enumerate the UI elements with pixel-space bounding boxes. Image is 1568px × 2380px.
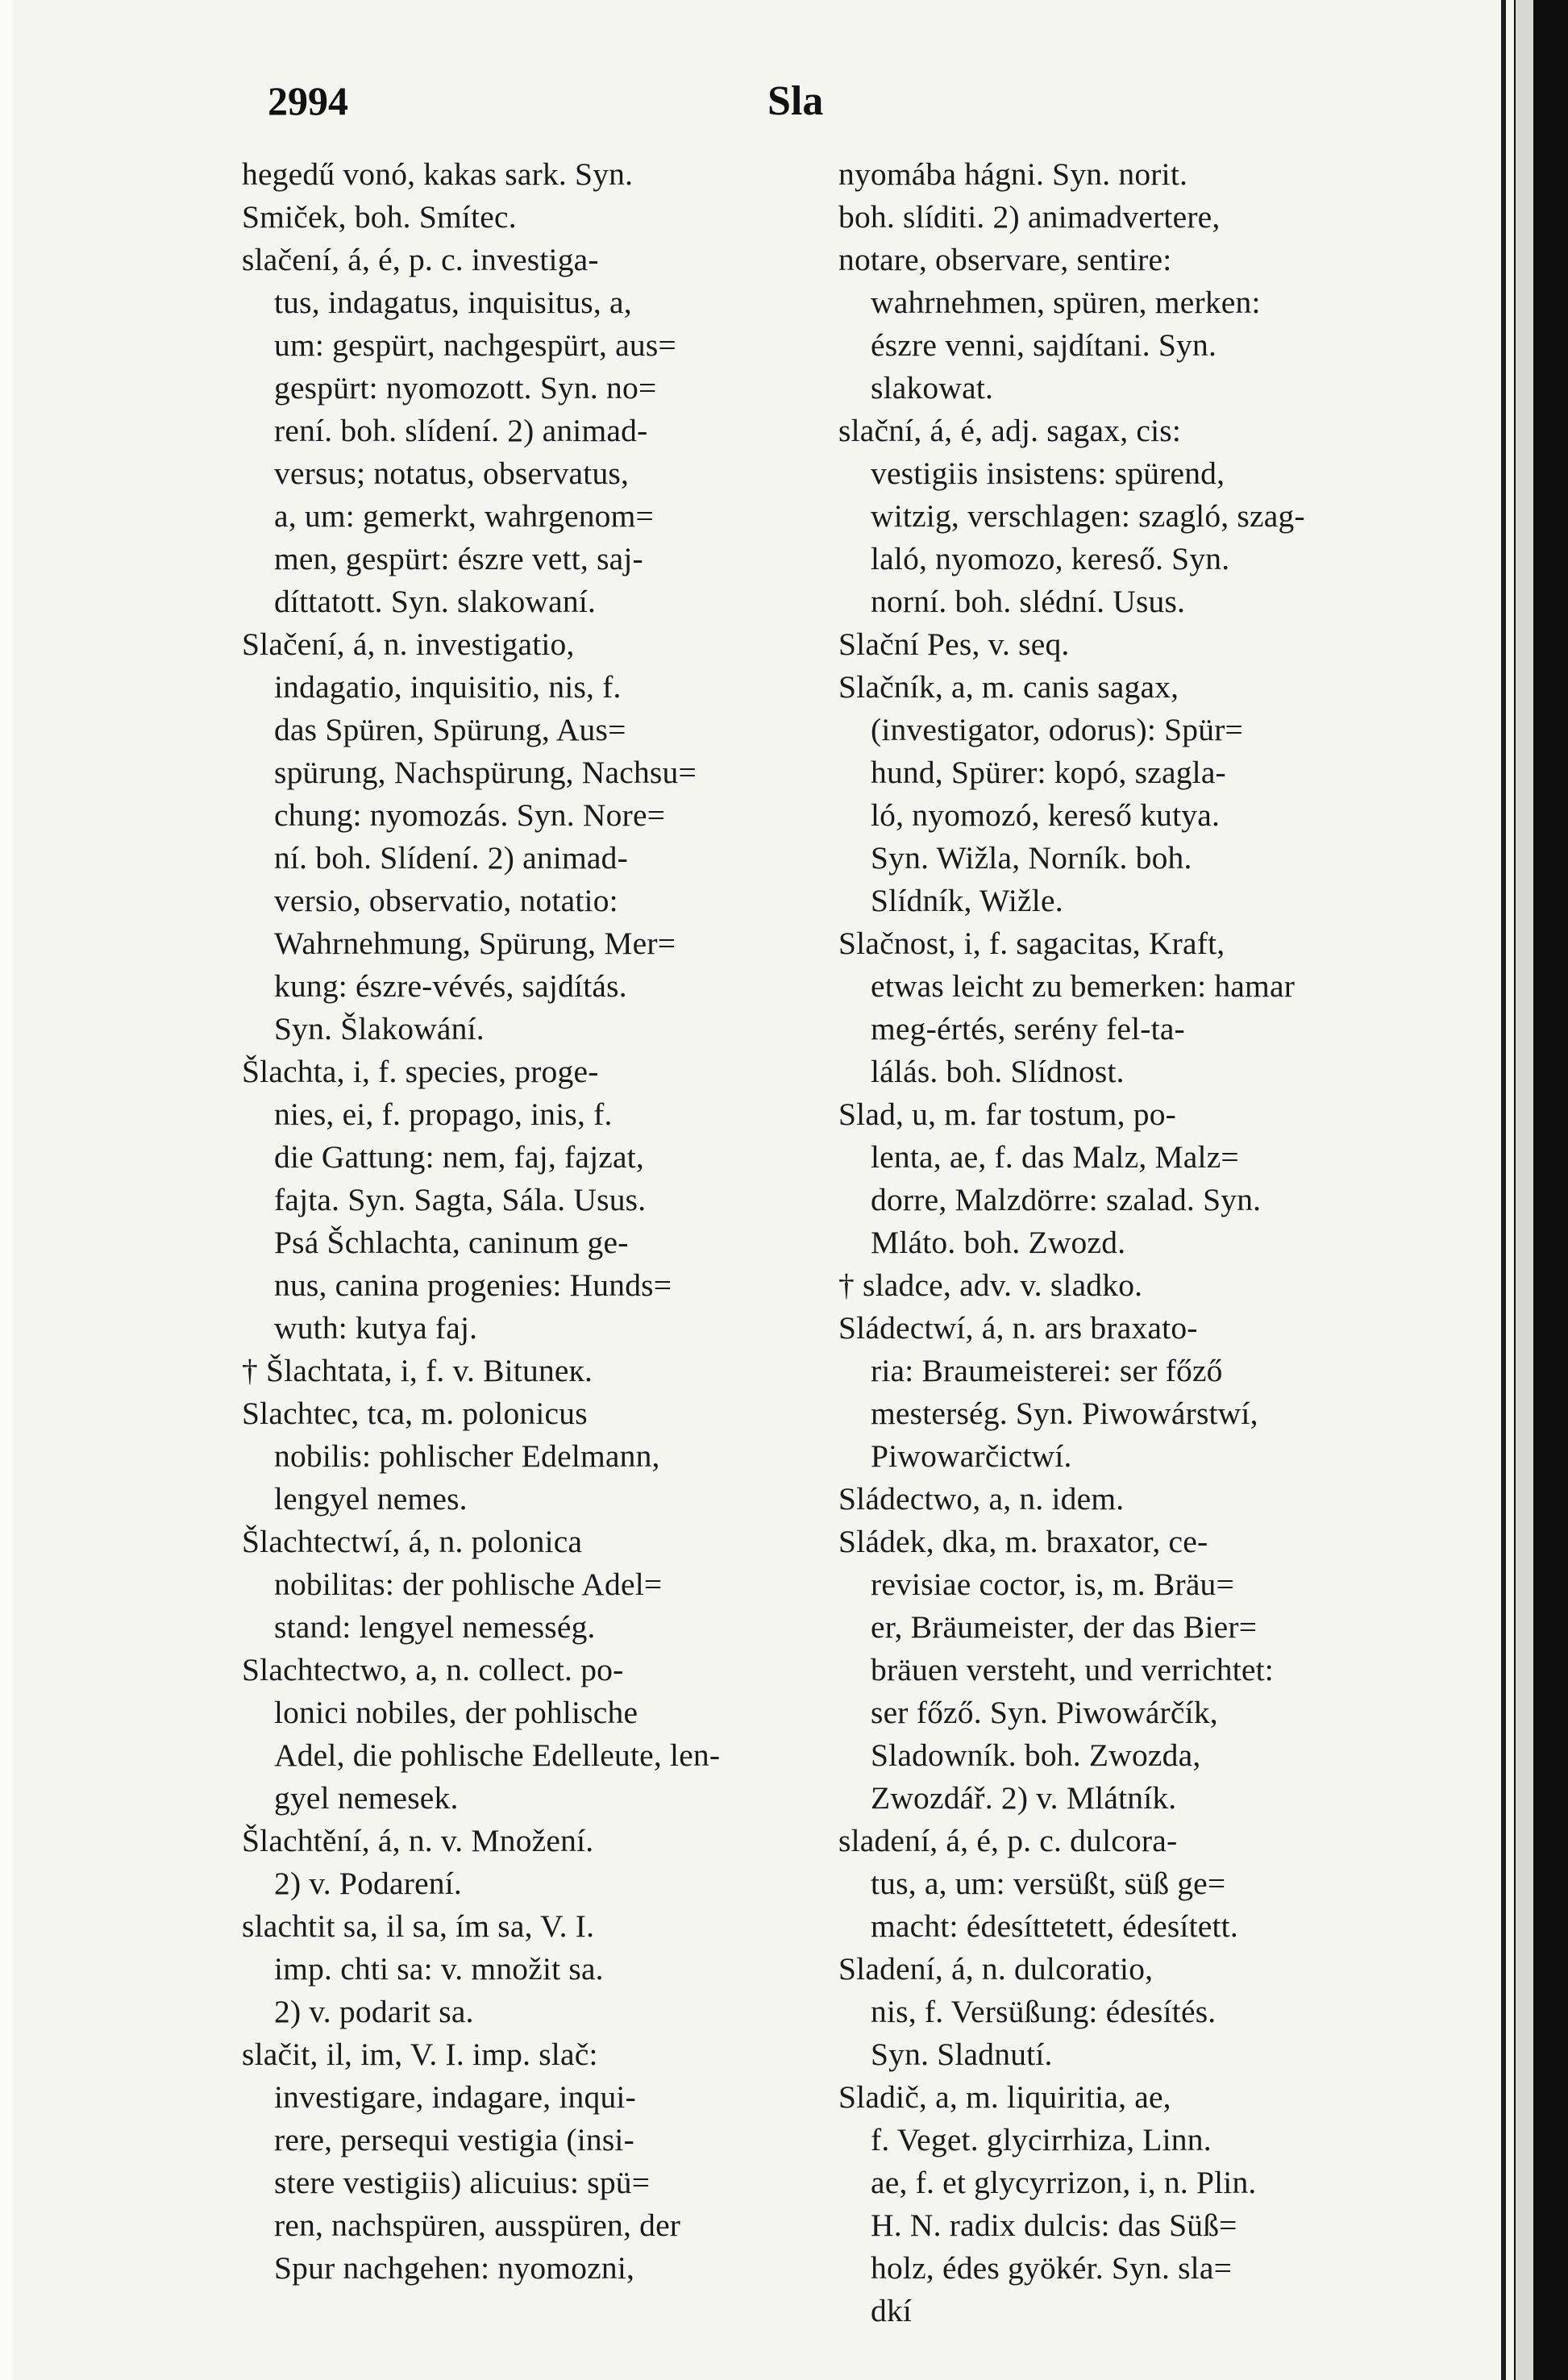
text-line: nis, f. Versüßung: édesítés. bbox=[871, 1994, 1217, 2029]
text-line: spürung, Nachspürung, Nachsu= bbox=[274, 755, 697, 790]
text-line: die Gattung: nem, faj, fajzat, bbox=[274, 1139, 644, 1175]
text-line: Sladení, á, n. dulcoratio, bbox=[838, 1951, 1154, 1987]
text-line: Slachtec, tca, m. polonicus bbox=[242, 1396, 588, 1431]
text-line: investigare, indagare, inqui- bbox=[274, 2079, 636, 2115]
text-line: notare, observare, sentire: bbox=[838, 242, 1172, 277]
text-line: rení. boh. slídení. 2) animad- bbox=[274, 413, 648, 448]
text-line: 2) v. Podarení. bbox=[274, 1866, 462, 1901]
text-line: ren, nachspüren, ausspüren, der bbox=[274, 2207, 681, 2243]
text-line: witzig, verschlagen: szagló, szag- bbox=[871, 498, 1305, 534]
text-line: Piwowarčictwí. bbox=[871, 1438, 1072, 1474]
text-line: laló, nyomozo, kereső. Syn. bbox=[871, 541, 1230, 576]
text-line: Slídník, Wižle. bbox=[871, 883, 1063, 918]
text-line: Sládectwo, a, n. idem. bbox=[838, 1481, 1125, 1517]
text-line: slačení, á, é, p. c. investiga- bbox=[242, 242, 599, 277]
text-line: Syn. Wižla, Norník. boh. bbox=[871, 840, 1192, 876]
text-line: boh. slíditi. 2) animadvertere, bbox=[838, 199, 1221, 235]
text-line: Slachtectwo, a, n. collect. po- bbox=[242, 1652, 624, 1687]
text-line: meg-értés, serény fel-ta- bbox=[871, 1011, 1185, 1046]
text-line: slachtit sa, il sa, ím sa, V. I. bbox=[242, 1908, 595, 1944]
text-line: a, um: gemerkt, wahrgenom= bbox=[274, 498, 655, 534]
scan-light-band bbox=[1516, 0, 1533, 2380]
text-line: ae, f. et glycyrrizon, i, n. Plin. bbox=[871, 2165, 1257, 2200]
text-line: Slačnost, i, f. sagacitas, Kraft, bbox=[838, 926, 1225, 961]
text-line: hegedű vonó, kakas sark. Syn. bbox=[242, 156, 634, 192]
text-line: bräuen versteht, und verrichtet: bbox=[871, 1652, 1274, 1687]
text-line: nus, canina progenies: Hunds= bbox=[274, 1267, 672, 1303]
text-line: Syn. Šlakowání. bbox=[274, 1011, 485, 1046]
text-line: ria: Braumeisterei: ser főző bbox=[871, 1353, 1223, 1388]
text-line: gyel nemesek. bbox=[274, 1780, 459, 1816]
text-line: Šlachtectwí, á, n. polonica bbox=[242, 1524, 583, 1559]
text-line: dkí bbox=[871, 2293, 913, 2328]
text-line: H. N. radix dulcis: das Süß= bbox=[871, 2207, 1237, 2243]
text-line: revisiae coctor, is, m. Bräu= bbox=[871, 1567, 1234, 1602]
text-line: Mláto. boh. Zwozd. bbox=[871, 1225, 1126, 1260]
text-line: gespürt: nyomozott. Syn. no= bbox=[274, 370, 657, 406]
text-line: Syn. Sladnutí. bbox=[871, 2037, 1053, 2072]
text-line: das Spüren, Spürung, Aus= bbox=[274, 712, 626, 747]
text-line: Slační Pes, v. seq. bbox=[838, 626, 1070, 662]
text-line: stere vestigiis) alicuius: spü= bbox=[274, 2165, 651, 2200]
text-line: Sladič, a, m. liquiritia, ae, bbox=[838, 2079, 1171, 2115]
text-line: lonici nobiles, der pohlische bbox=[274, 1695, 638, 1730]
text-line: lengyel nemes. bbox=[274, 1481, 468, 1517]
text-line: ní. boh. Slídení. 2) animad- bbox=[274, 840, 628, 876]
text-line: um: gespürt, nachgespürt, aus= bbox=[274, 327, 676, 363]
text-line: kung: észre-vévés, sajdítás. bbox=[274, 968, 627, 1004]
text-line: versus; notatus, observatus, bbox=[274, 456, 630, 491]
page-header bbox=[268, 77, 832, 142]
text-line: er, Bräumeister, der das Bier= bbox=[871, 1609, 1258, 1645]
text-line: vestigiis insistens: spürend, bbox=[871, 456, 1225, 491]
text-line: mesterség. Syn. Piwowárstwí, bbox=[871, 1396, 1258, 1431]
text-line: észre venni, sajdítani. Syn. bbox=[871, 327, 1217, 363]
text-line: norní. boh. slédní. Usus. bbox=[871, 584, 1186, 619]
page-edge-line bbox=[1501, 0, 1506, 2380]
text-line: versio, observatio, notatio: bbox=[274, 883, 618, 918]
text-line: wahrnehmen, spüren, merken: bbox=[871, 285, 1261, 320]
text-line: slační, á, é, adj. sagax, cis: bbox=[838, 413, 1181, 448]
text-line: † sladce, adv. v. sladko. bbox=[838, 1267, 1143, 1303]
text-line: holz, édes gyökér. Syn. sla= bbox=[871, 2250, 1233, 2286]
text-line: lenta, ae, f. das Malz, Malz= bbox=[871, 1139, 1239, 1175]
left-column bbox=[242, 153, 822, 2290]
text-line: 2) v. podarit sa. bbox=[274, 1994, 474, 2029]
text-line: nies, ei, f. propago, inis, f. bbox=[274, 1096, 613, 1132]
text-line: Slad, u, m. far tostum, po- bbox=[838, 1096, 1177, 1132]
text-line: macht: édesíttetett, édesített. bbox=[871, 1908, 1238, 1944]
text-line: chung: nyomozás. Syn. Nore= bbox=[274, 797, 666, 833]
text-line: Šlachta, i, f. species, proge- bbox=[242, 1054, 599, 1089]
text-line: Slačník, a, m. canis sagax, bbox=[838, 669, 1179, 705]
text-line: Šlachtění, á, n. v. Množení. bbox=[242, 1823, 594, 1858]
text-line: men, gespürt: észre vett, saj- bbox=[274, 541, 643, 576]
text-line: Spur nachgehen: nyomozni, bbox=[274, 2250, 635, 2286]
text-line: indagatio, inquisitio, nis, f. bbox=[274, 669, 622, 705]
text-line: nobilis: pohlischer Edelmann, bbox=[274, 1438, 660, 1474]
text-line: Sládectwí, á, n. ars braxato- bbox=[838, 1310, 1198, 1346]
text-line: nobilitas: der pohlische Adel= bbox=[274, 1567, 663, 1602]
text-line: rere, persequi vestigia (insi- bbox=[274, 2122, 634, 2157]
text-line: sladení, á, é, p. c. dulcora- bbox=[838, 1823, 1178, 1858]
text-line: f. Veget. glycirrhiza, Linn. bbox=[871, 2122, 1212, 2157]
right-column bbox=[838, 153, 1419, 2332]
text-line: hund, Spürer: kopó, szagla- bbox=[871, 755, 1226, 790]
text-line: ser főző. Syn. Piwowárčík, bbox=[871, 1695, 1218, 1730]
text-line: fajta. Syn. Sagta, Sála. Usus. bbox=[274, 1182, 647, 1217]
text-line: tus, indagatus, inquisitus, a, bbox=[274, 285, 632, 320]
text-line: Sladowník. boh. Zwozda, bbox=[871, 1737, 1201, 1773]
text-line: imp. chti sa: v. množit sa. bbox=[274, 1951, 604, 1987]
text-line: Slačení, á, n. investigatio, bbox=[242, 626, 575, 662]
text-line: † Šlachtata, i, f. v. Bituneк. bbox=[242, 1353, 593, 1388]
text-line: Adel, die pohlische Edelleute, len- bbox=[274, 1737, 721, 1773]
text-line: Smiček, boh. Smítec. bbox=[242, 199, 517, 235]
text-line: slakowat. bbox=[871, 370, 994, 406]
text-line: Psá Šchlachta, caninum ge- bbox=[274, 1225, 629, 1260]
running-head: Sla bbox=[767, 78, 824, 124]
text-line: etwas leicht zu bemerken: hamar bbox=[871, 968, 1296, 1004]
text-line: (investigator, odorus): Spür= bbox=[871, 712, 1244, 747]
text-line: Sládek, dka, m. braxator, ce- bbox=[838, 1524, 1208, 1559]
text-line: Zwozdář. 2) v. Mlátník. bbox=[871, 1780, 1177, 1816]
text-line: dorre, Malzdörre: szalad. Syn. bbox=[871, 1182, 1262, 1217]
text-line: tus, a, um: versüßt, süß ge= bbox=[871, 1866, 1226, 1901]
page-number: 2994 bbox=[268, 78, 348, 123]
text-line: díttatott. Syn. slakowaní. bbox=[274, 584, 597, 619]
text-line: lálás. boh. Slídnost. bbox=[871, 1054, 1125, 1089]
text-line: ló, nyomozó, kereső kutya. bbox=[871, 797, 1221, 833]
text-line: nyomába hágni. Syn. norit. bbox=[838, 156, 1188, 192]
text-line: stand: lengyel nemesség. bbox=[274, 1609, 596, 1645]
text-line: slačit, il, im, V. I. imp. slač: bbox=[242, 2037, 598, 2072]
text-line: wuth: kutya faj. bbox=[274, 1310, 478, 1346]
text-line: Wahrnehmung, Spürung, Mer= bbox=[274, 926, 676, 961]
